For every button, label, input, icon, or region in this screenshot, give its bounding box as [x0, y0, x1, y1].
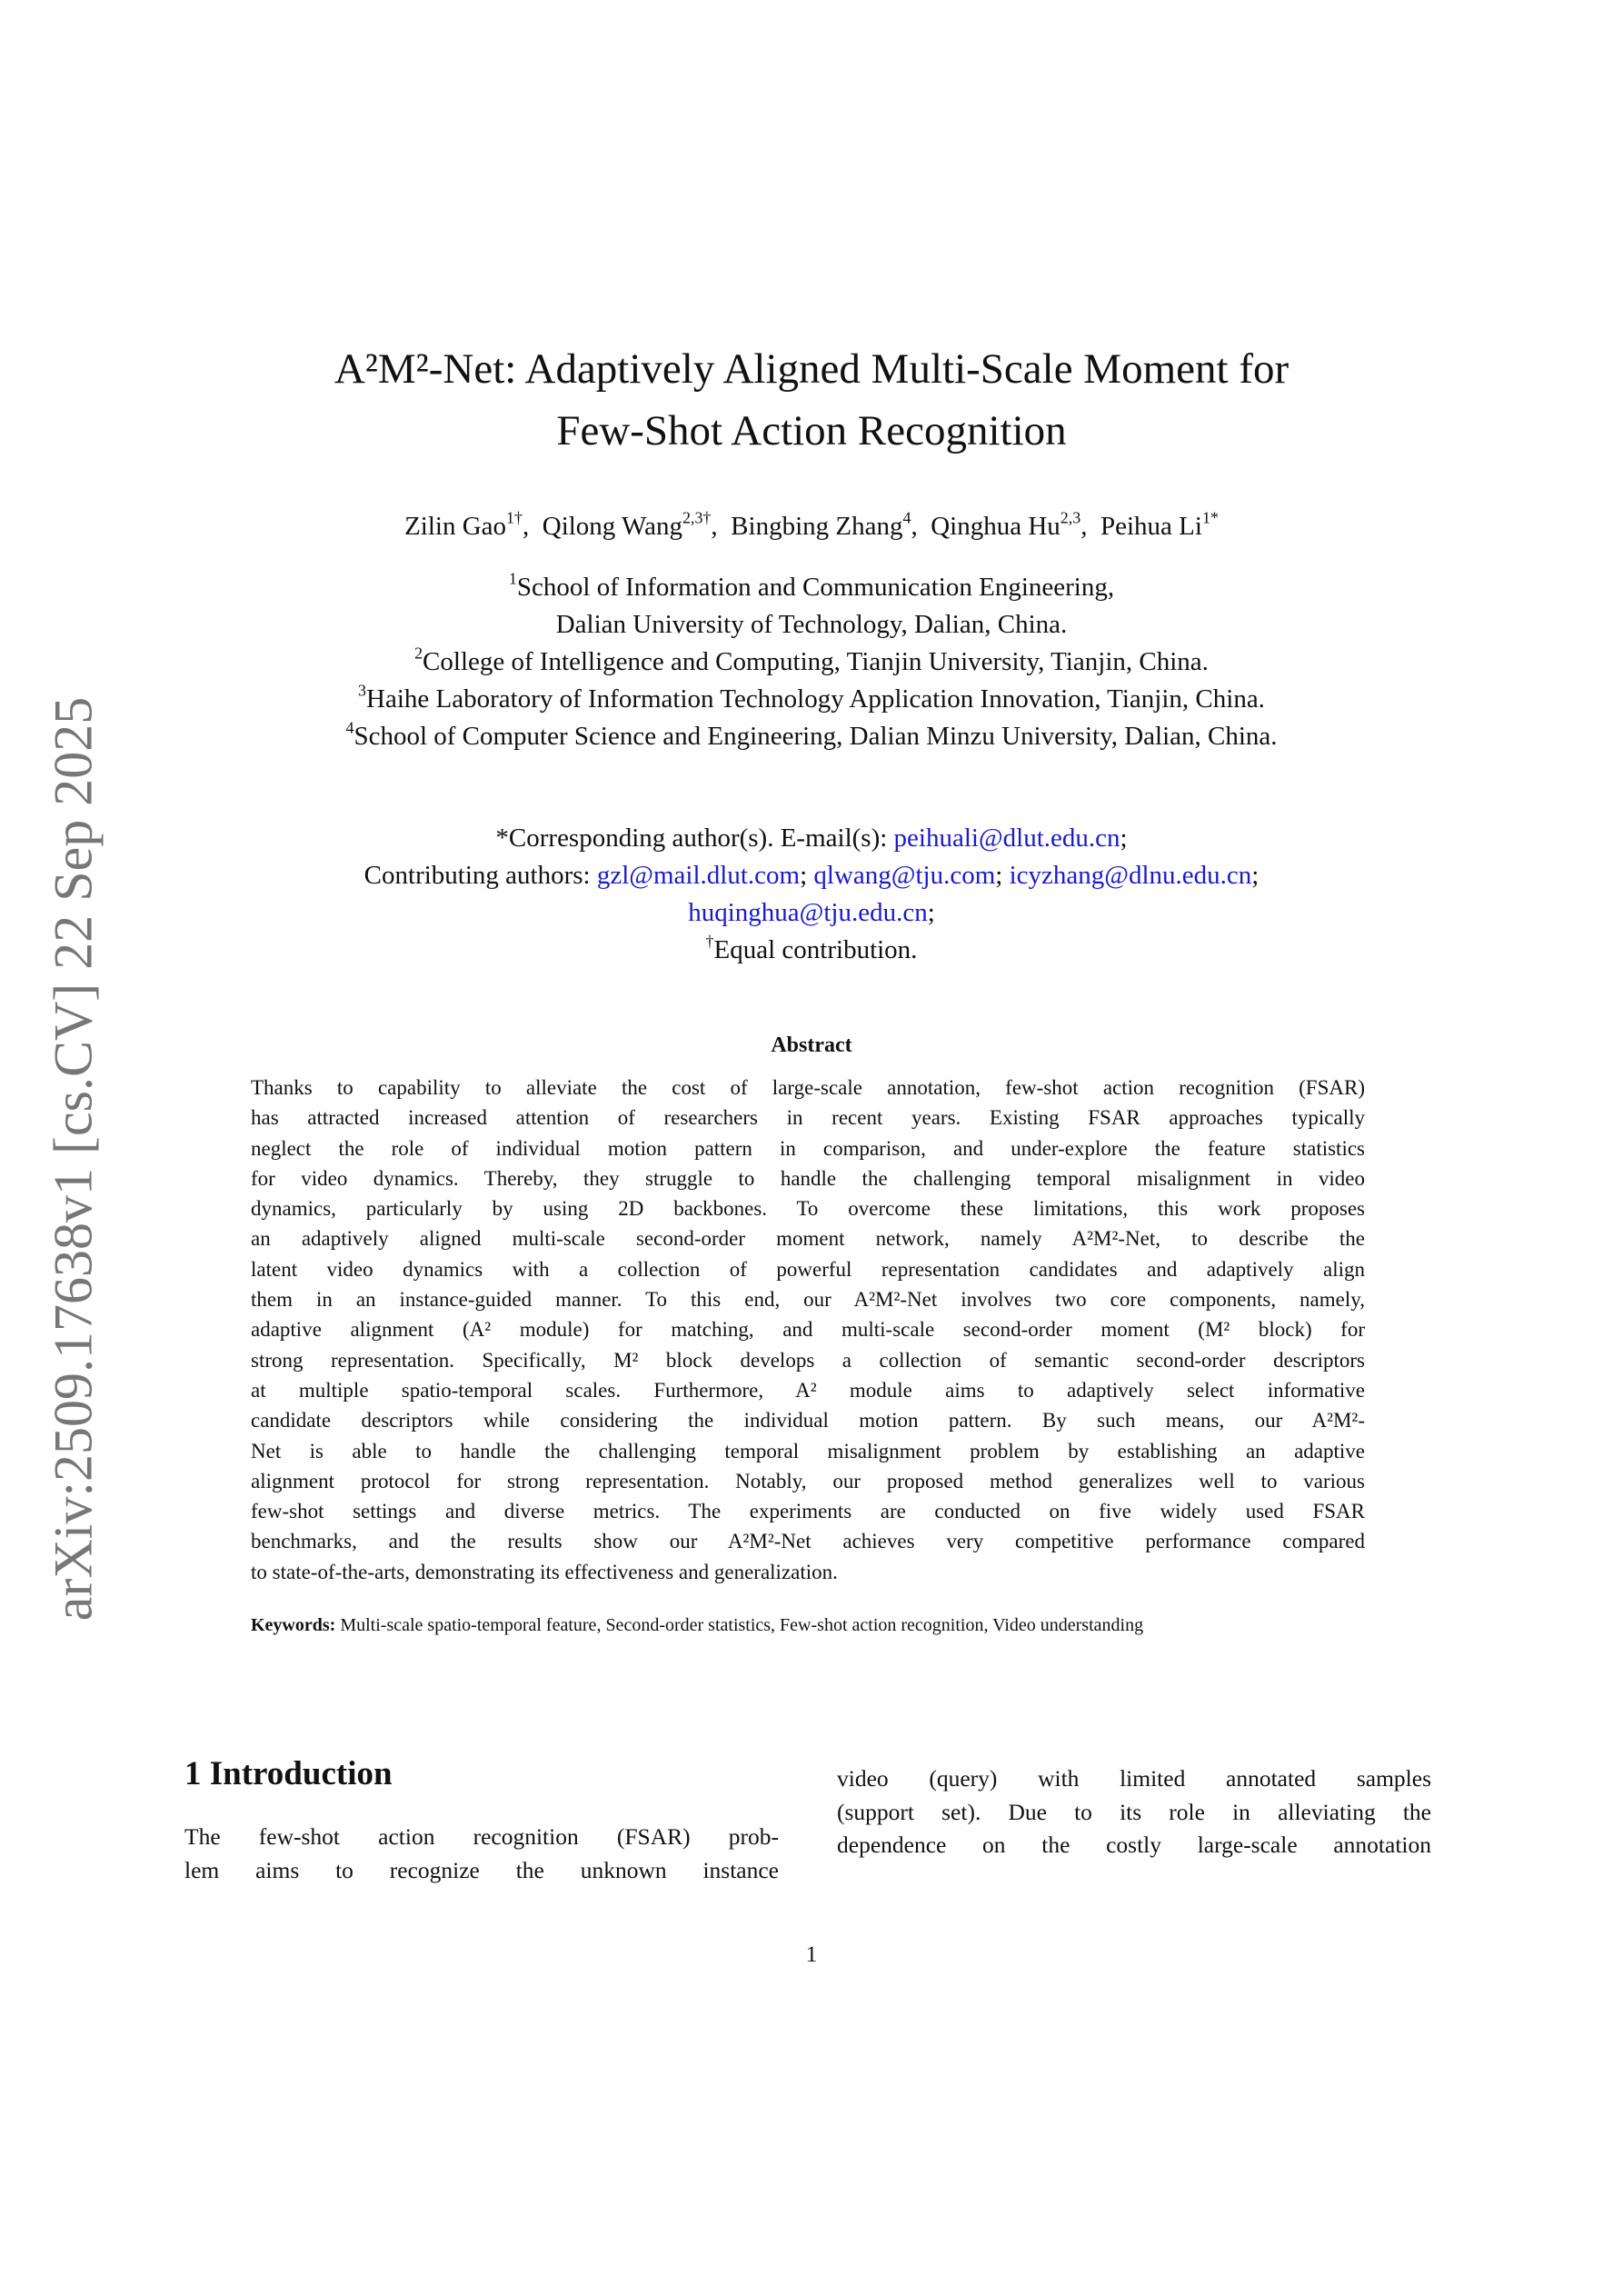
abstract-line: alignment protocol for strong representation. Notably, our proposed method generalizes well to various — [251, 1469, 1365, 1492]
intro-left-column — [184, 1821, 779, 1887]
page-number: 1 — [805, 1942, 818, 1967]
body-line: dependence on the costly large-scale annotation — [837, 1832, 1431, 1858]
affiliation: Dalian University of Technology, Dalian, China. — [555, 610, 1068, 639]
abstract-line: dynamics, particularly by using 2D backbones. To overcome these limitations, this work proposes — [251, 1197, 1365, 1221]
email-link[interactable]: qlwang@tju.com — [813, 861, 996, 890]
contributing-label: Contributing authors: — [363, 861, 597, 890]
abstract-line: to state-of-the-arts, demonstrating its effectiveness and generalization. — [251, 1560, 838, 1583]
title-line: A²M²-Net: Adaptively Aligned Multi-Scale Moment for — [334, 345, 1289, 393]
abstract-heading: Abstract — [771, 1033, 852, 1057]
abstract-line: Net is able to handle the challenging temporal misalignment problem by establishing an adaptive — [251, 1439, 1365, 1462]
paper-title — [0, 338, 1623, 462]
equal-contribution-note: †Equal contribution. — [705, 932, 918, 964]
affiliation: $^2$College of Intelligence and Computing, Tianjin University, Tianjin, China. — [414, 644, 1209, 676]
affiliations — [0, 569, 1623, 755]
abstract-line: latent video dynamics with a collection of powerful representation candidates and adaptively align — [251, 1257, 1365, 1281]
abstract-line: for video dynamics. Thereby, they struggle to handle the challenging temporal misalignment in video — [251, 1166, 1365, 1190]
email-link[interactable]: icyzhang@dlnu.edu.cn — [1009, 861, 1252, 890]
author: Zilin Gao$^{1\dagger}$ — [404, 508, 523, 541]
affiliation: $^1$School of Information and Communication Engineering, — [508, 569, 1115, 602]
author-list: Zilin Gao$^{1\dagger}$, Qilong Wang$^{2,3\dagger}$, Bingbing Zhang$^4$, Qinghua Hu$^{2,3}$, Peihua $Li^{1*}$ — [404, 508, 1219, 541]
affiliation: $^4$School of Computer Science and Engineering, Dalian Minzu University, Dalian, China. — [345, 718, 1278, 751]
abstract-line: Thanks to capability to alleviate the cost of large-scale annotation, few-shot action recognition (FSAR) — [251, 1076, 1365, 1099]
keywords-text: Multi-scale spatio-temporal feature, Second-order statistics, Few-shot action recognition, Video understanding — [335, 1615, 1144, 1635]
abstract-line: them in an instance-guided manner. To this end, our A²M²-Net involves two core components, namely, — [251, 1288, 1365, 1312]
email-link[interactable]: peihuali@dlut.edu.cn — [893, 824, 1120, 853]
body-line: (support set). Due to its role in alleviating the — [837, 1798, 1431, 1825]
abstract-line: has attracted increased attention of researchers in recent years. Existing FSAR approaches typically — [251, 1106, 1365, 1130]
abstract-line: strong representation. Specifically, M² block develops a collection of semantic second-order descriptors — [251, 1348, 1365, 1372]
abstract-body — [251, 1073, 1365, 1587]
intro-right-column — [837, 1762, 1431, 1862]
corresponding-label: *Corresponding author(s). E-mail(s): — [495, 824, 894, 853]
arxiv-identifier: arXiv:2509.17638v1 [cs.CV] 22 Sep 2025 — [43, 696, 104, 1622]
abstract-line: candidate descriptors while considering the individual motion pattern. By such means, our A²M²- — [251, 1409, 1365, 1433]
keywords — [251, 1612, 1365, 1638]
author: Qinghua Hu$^{2,3}$ — [931, 508, 1081, 541]
author: Bingbing Zhang$^4$ — [731, 508, 911, 541]
section-heading-introduction: 1 Introduction — [184, 1755, 393, 1792]
body-line: video (query) with limited annotated samples — [837, 1765, 1431, 1792]
contact-info: *Corresponding author(s). E-mail(s): peihuali@dlut.edu.cn; Contributing authors: gzl@mail.dlut.com; qlwang@tju.com; icyzhang@dlnu.edu.cn; huqinghua@tju.edu.cn; †Equal contribution. — [0, 820, 1623, 969]
abstract-line: at multiple spatio-temporal scales. Furthermore, A² module aims to adaptively select informative — [251, 1378, 1365, 1402]
affiliation: $^3$Haihe Laboratory of Information Technology Application Innovation, Tianjin, China. — [358, 681, 1265, 714]
author: Peihua $Li^{1*}$ — [1100, 508, 1219, 541]
body-line: lem aims to recognize the unknown instance — [184, 1856, 779, 1883]
title-line: Few-Shot Action Recognition — [556, 407, 1067, 454]
abstract-line: an adaptively aligned multi-scale second-order moment network, namely A²M²-Net, to describe the — [251, 1227, 1365, 1251]
body-line: The few-shot action recognition (FSAR) prob- — [184, 1823, 779, 1850]
keywords-label: Keywords: — [251, 1615, 336, 1635]
email-link[interactable]: gzl@mail.dlut.com — [596, 861, 801, 890]
abstract-line: benchmarks, and the results show our A²M²-Net achieves very competitive performance compared — [251, 1530, 1365, 1553]
email-link[interactable]: huqinghua@tju.edu.cn — [688, 898, 928, 927]
abstract-line: adaptive alignment (A² module) for matching, and multi-scale second-order moment (M² block) for — [251, 1318, 1365, 1342]
abstract-line: few-shot settings and diverse metrics. The experiments are conducted on five widely used FSAR — [251, 1500, 1365, 1523]
author: Qilong Wang$^{2,3\dagger}$ — [542, 508, 712, 541]
abstract-line: neglect the role of individual motion pattern in comparison, and under-explore the feature statistics — [251, 1136, 1365, 1160]
